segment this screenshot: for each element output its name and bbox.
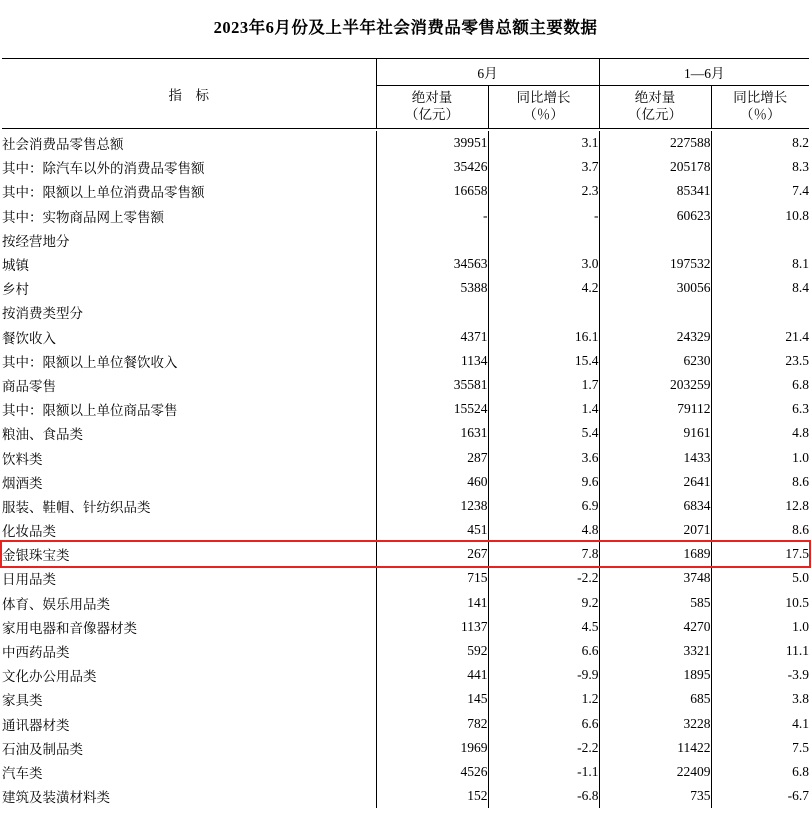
cell-month-absolute: 441 [376, 663, 488, 687]
cell-month-absolute: 267 [376, 542, 488, 566]
page-title: 2023年6月份及上半年社会消费品零售总额主要数据 [213, 18, 598, 37]
cell-month-yoy: 1.4 [488, 397, 599, 421]
table-row [2, 518, 809, 542]
cell-cumulative-absolute: 1433 [683, 449, 711, 465]
cell-month-yoy: 6.6 [488, 639, 599, 663]
row-indicator-label: 日用品类 [2, 572, 56, 588]
cell-cumulative-absolute: 3748 [683, 570, 711, 586]
cell-month-yoy: 4.8 [488, 518, 599, 542]
cell-month-yoy: 9.2 [488, 591, 599, 615]
row-indicator-label: 商品零售 [2, 378, 56, 394]
header-cumulative-absolute [599, 86, 711, 129]
cell-cumulative-absolute: 79112 [677, 401, 711, 417]
cell-cumulative-absolute: 24329 [676, 328, 711, 344]
header-cumulative-yoy [711, 86, 809, 129]
cell-cumulative-absolute: 227588 [670, 135, 711, 151]
cell-cumulative-absolute: 9161 [683, 425, 711, 441]
cell-cumulative-yoy: 12.8 [711, 494, 809, 518]
row-indicator-label: 石油及制品类 [2, 741, 83, 757]
cell-month-yoy: 3.1 [488, 131, 599, 155]
table-row [2, 712, 809, 736]
statistics-table [2, 58, 809, 808]
cell-cumulative-absolute: 11422 [677, 739, 711, 755]
table-body [2, 131, 809, 808]
cell-month-yoy: -6.8 [488, 784, 599, 808]
cell-month-absolute: 1137 [376, 615, 488, 639]
table-row [2, 445, 809, 469]
table-row [2, 784, 809, 808]
table-row [2, 663, 809, 687]
header-group-cumulative: 1—6月 [599, 59, 809, 86]
cell-month-absolute: 1969 [376, 736, 488, 760]
row-indicator-label: 其中：实物商品网上零售额 [2, 209, 164, 225]
table-row [2, 566, 809, 590]
cell-month-absolute: 4371 [376, 325, 488, 349]
cell-month-yoy: 2.3 [488, 179, 599, 203]
cell-month-absolute: 460 [376, 470, 488, 494]
table-row [2, 494, 809, 518]
row-indicator-label: 服装、鞋帽、针纺织品类 [2, 499, 151, 515]
row-indicator-label: 体育、娱乐用品类 [2, 596, 110, 612]
row-indicator-label: 城镇 [2, 258, 29, 274]
cell-cumulative-absolute [599, 228, 711, 252]
header-month-absolute-line2: （亿元） [405, 107, 459, 122]
cell-cumulative-absolute: 585 [690, 594, 711, 610]
cell-month-absolute: 34563 [376, 252, 488, 276]
cell-month-yoy: -9.9 [488, 663, 599, 687]
cell-month-absolute: 152 [376, 784, 488, 808]
row-indicator-label: 家用电器和音像器材类 [2, 620, 137, 636]
row-indicator-label: 社会消费品零售总额 [2, 137, 124, 153]
cell-cumulative-absolute: 197532 [670, 256, 711, 272]
table-row [2, 276, 809, 300]
cell-cumulative-absolute: 3321 [683, 643, 711, 659]
cell-month-yoy: - [488, 204, 599, 228]
cell-month-absolute: 1238 [376, 494, 488, 518]
cell-month-yoy: -2.2 [488, 736, 599, 760]
cell-cumulative-absolute: 1689 [683, 546, 711, 562]
cell-month-absolute: 141 [376, 591, 488, 615]
row-indicator-label: 金银珠宝类 [2, 548, 70, 564]
header-month-absolute [376, 86, 488, 129]
cell-cumulative-yoy: 10.8 [711, 204, 809, 228]
table-row [2, 179, 809, 203]
cell-month-yoy: 3.7 [488, 155, 599, 179]
table-row [2, 373, 809, 397]
statistics-table-container [0, 58, 811, 808]
cell-cumulative-yoy: 8.1 [711, 252, 809, 276]
cell-cumulative-absolute: 60623 [676, 207, 711, 223]
cell-month-yoy [488, 300, 599, 324]
cell-month-absolute: 15524 [376, 397, 488, 421]
table-row [2, 204, 809, 228]
row-indicator-label: 建筑及装潢材料类 [2, 790, 110, 806]
cell-month-absolute: 592 [376, 639, 488, 663]
table-row [2, 615, 809, 639]
cell-month-yoy: 6.6 [488, 712, 599, 736]
cell-cumulative-yoy: 10.5 [711, 591, 809, 615]
cell-month-yoy: 3.0 [488, 252, 599, 276]
cell-cumulative-yoy: 8.2 [711, 131, 809, 155]
row-indicator-label: 其中：限额以上单位消费品零售额 [2, 185, 205, 201]
cell-cumulative-yoy: 7.4 [711, 179, 809, 203]
table-row [2, 687, 809, 711]
cell-month-yoy: -2.2 [488, 566, 599, 590]
row-indicator-label: 乡村 [2, 282, 29, 298]
cell-month-absolute [376, 228, 488, 252]
table-row [2, 397, 809, 421]
table-row [2, 300, 809, 324]
header-group-month: 6月 [376, 59, 599, 86]
cell-month-absolute: 1631 [376, 421, 488, 445]
table-row [2, 228, 809, 252]
cell-cumulative-yoy: 6.3 [711, 397, 809, 421]
cell-cumulative-yoy [711, 300, 809, 324]
row-indicator-label: 通讯器材类 [2, 717, 70, 733]
table-row [2, 639, 809, 663]
table-row [2, 325, 809, 349]
cell-cumulative-yoy: 3.8 [711, 687, 809, 711]
cell-month-absolute: 39951 [376, 131, 488, 155]
row-indicator-label: 家具类 [2, 693, 43, 709]
cell-cumulative-yoy: 23.5 [711, 349, 809, 373]
table-row [2, 252, 809, 276]
cell-month-absolute: 35426 [376, 155, 488, 179]
header-cumulative-yoy-line2: （％） [740, 107, 781, 122]
table-row [2, 349, 809, 373]
table-row [2, 470, 809, 494]
cell-month-yoy: 9.6 [488, 470, 599, 494]
cell-month-yoy [488, 228, 599, 252]
cell-cumulative-yoy: 6.8 [711, 373, 809, 397]
cell-cumulative-absolute: 2071 [683, 522, 711, 538]
header-month-absolute-line1: 绝对量 [411, 90, 453, 106]
cell-month-absolute: 5388 [376, 276, 488, 300]
row-indicator-label: 粮油、食品类 [2, 427, 83, 443]
cell-month-yoy: 1.2 [488, 687, 599, 711]
cell-cumulative-yoy: 6.8 [711, 760, 809, 784]
row-indicator-label: 餐饮收入 [2, 330, 56, 346]
table-header-group-row [2, 59, 809, 86]
cell-month-yoy: 4.5 [488, 615, 599, 639]
cell-cumulative-absolute: 6230 [683, 352, 711, 368]
cell-month-yoy: 1.7 [488, 373, 599, 397]
table-row [2, 155, 809, 179]
cell-month-absolute: 451 [376, 518, 488, 542]
cell-month-absolute: 35581 [376, 373, 488, 397]
cell-month-absolute: 16658 [376, 179, 488, 203]
cell-month-yoy: 5.4 [488, 421, 599, 445]
cell-month-absolute: 145 [376, 687, 488, 711]
row-indicator-label: 其中：除汽车以外的消费品零售额 [2, 161, 205, 177]
cell-cumulative-yoy: -6.7 [711, 784, 809, 808]
cell-month-absolute: 782 [376, 712, 488, 736]
cell-cumulative-absolute: 30056 [676, 280, 711, 296]
cell-cumulative-absolute: 6834 [683, 497, 711, 513]
cell-cumulative-yoy: 4.8 [711, 421, 809, 445]
cell-cumulative-yoy: 5.0 [711, 566, 809, 590]
cell-month-yoy: 7.8 [488, 542, 599, 566]
header-cumulative-absolute-line2: （亿元） [628, 107, 682, 122]
cell-cumulative-absolute: 203259 [670, 376, 711, 392]
header-cumulative-yoy-line1: 同比增长 [733, 90, 788, 106]
header-indicator: 指 标 [2, 59, 376, 129]
row-indicator-label: 文化办公用品类 [2, 669, 97, 685]
cell-cumulative-absolute: 4270 [683, 618, 711, 634]
cell-cumulative-yoy: 7.5 [711, 736, 809, 760]
header-month-yoy-line2: （％） [523, 107, 564, 122]
cell-month-absolute: 715 [376, 566, 488, 590]
row-indicator-label: 其中：限额以上单位餐饮收入 [2, 354, 178, 370]
table-row [2, 760, 809, 784]
table-row [2, 591, 809, 615]
header-month-yoy [488, 86, 599, 129]
cell-cumulative-absolute [599, 300, 711, 324]
cell-cumulative-absolute: 22409 [676, 763, 711, 779]
cell-cumulative-yoy: 8.6 [711, 470, 809, 494]
cell-cumulative-yoy: 8.4 [711, 276, 809, 300]
cell-month-absolute [376, 300, 488, 324]
cell-cumulative-absolute: 85341 [676, 183, 711, 199]
cell-month-absolute: 1134 [376, 349, 488, 373]
cell-month-yoy: 3.6 [488, 445, 599, 469]
header-cumulative-absolute-line1: 绝对量 [634, 90, 676, 106]
cell-cumulative-yoy: 21.4 [711, 325, 809, 349]
cell-cumulative-yoy: 11.1 [711, 639, 809, 663]
cell-month-yoy: 15.4 [488, 349, 599, 373]
cell-cumulative-absolute: 205178 [670, 159, 711, 175]
cell-cumulative-yoy: 17.5 [711, 542, 809, 566]
table-row [2, 131, 809, 155]
cell-cumulative-absolute: 735 [690, 788, 711, 804]
cell-cumulative-yoy: 1.0 [711, 615, 809, 639]
cell-month-yoy: 16.1 [488, 325, 599, 349]
cell-month-yoy: 6.9 [488, 494, 599, 518]
row-indicator-label: 化妆品类 [2, 524, 56, 540]
row-indicator-label: 烟酒类 [2, 475, 43, 491]
row-indicator-label: 汽车类 [2, 765, 43, 781]
cell-cumulative-yoy: 1.0 [711, 445, 809, 469]
cell-month-absolute: 4526 [376, 760, 488, 784]
row-indicator-label: 饮料类 [2, 451, 43, 467]
cell-cumulative-absolute: 685 [690, 691, 711, 707]
cell-cumulative-yoy: -3.9 [711, 663, 809, 687]
cell-cumulative-absolute: 1895 [683, 667, 711, 683]
cell-month-absolute: 287 [376, 445, 488, 469]
cell-month-yoy: 4.2 [488, 276, 599, 300]
cell-cumulative-absolute: 2641 [683, 473, 711, 489]
table-row [2, 736, 809, 760]
row-indicator-label: 中西药品类 [2, 645, 70, 661]
row-indicator-label: 其中：限额以上单位商品零售 [2, 403, 178, 419]
row-indicator-label: 按经营地分 [2, 233, 70, 249]
cell-cumulative-yoy: 8.6 [711, 518, 809, 542]
cell-month-yoy: -1.1 [488, 760, 599, 784]
table-row [2, 421, 809, 445]
header-month-yoy-line1: 同比增长 [516, 90, 571, 106]
cell-cumulative-yoy: 8.3 [711, 155, 809, 179]
cell-month-absolute: - [376, 204, 488, 228]
row-indicator-label: 按消费类型分 [2, 306, 83, 322]
cell-cumulative-yoy: 4.1 [711, 712, 809, 736]
table-row [2, 542, 809, 566]
cell-cumulative-absolute: 3228 [683, 715, 711, 731]
cell-cumulative-yoy [711, 228, 809, 252]
